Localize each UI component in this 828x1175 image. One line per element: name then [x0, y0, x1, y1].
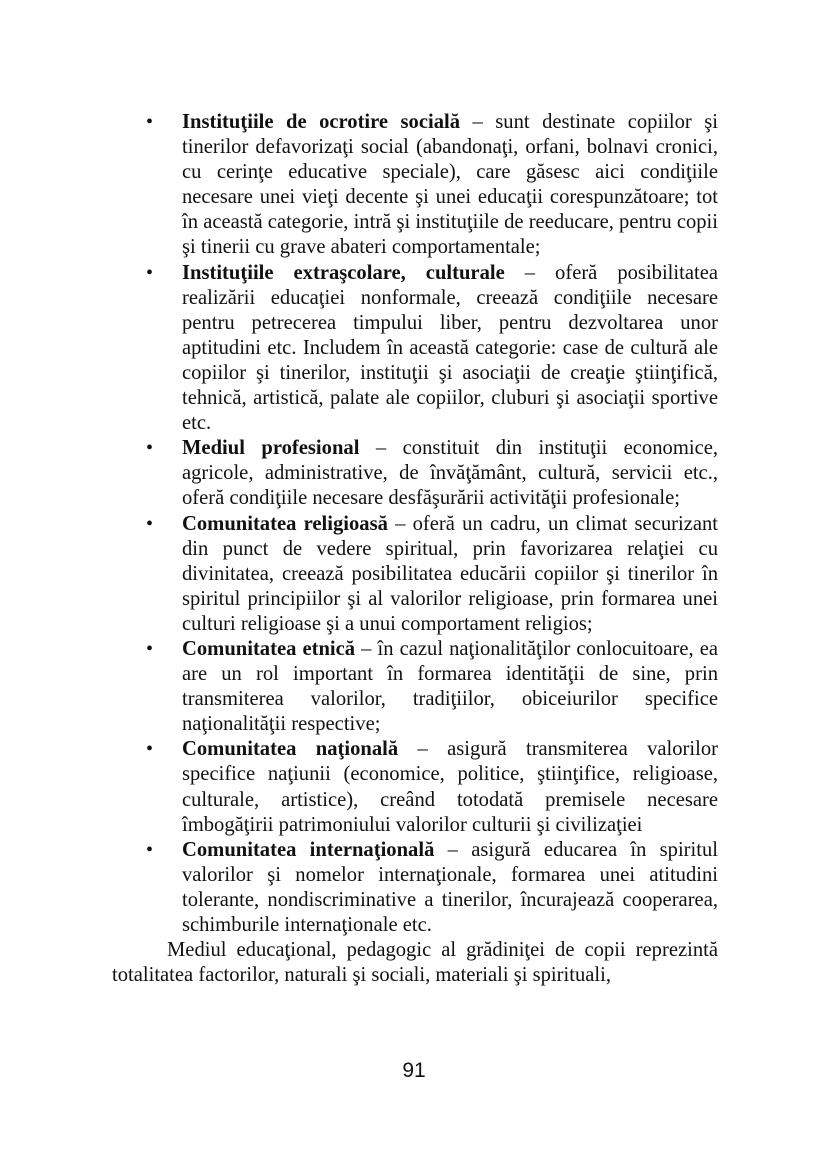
item-title: Comunitatea naţională — [182, 738, 399, 761]
list-item — [112, 261, 718, 437]
item-title: Instituţiile de ocrotire socială — [182, 111, 461, 133]
list-item — [112, 637, 718, 737]
page-number: 91 — [402, 1059, 426, 1082]
bullet-list — [112, 110, 718, 938]
item-text: – oferă posibilitatea realizării educaţiei nonformale, creează condiţiile necesare pentru petrecerea timpului liber, pentru dezvoltarea unor aptitudini etc. Includem în această categorie: case de cultură ale copiilor şi tinerilor, instituţii şi asociaţii de creaţie ştiinţifică, tehnică, artistică, palate ale copiilor, cluburi şi asociaţii sportive etc. — [182, 261, 718, 435]
item-text: – în cazul naţionalităţilor conlocuitoare, ea are un rol important în formarea identităţii de sine, prin transmiterea valorilor, tradiţiilor, obiceiurilor specifice naţionalităţii respective; — [182, 637, 718, 736]
item-text: – oferă un cadru, un climat securizant din punct de vedere spiritual, prin favorizarea relaţiei cu divinitatea, creează posibilitatea educării copiilor şi tinerilor în spiritul principiilor şi al valorilor religioase, prin formarea unei culturi religioase şi a unui comportament religios; — [182, 512, 719, 635]
bullet-icon: • — [146, 838, 154, 861]
closing-paragraph: Mediul educaţional, pedagogic al grădiniţei de copii reprezintă totalitatea factorilor, naturali şi sociali, materiali şi spirituali, — [112, 939, 718, 987]
list-item — [112, 512, 718, 637]
item-title: Mediul profesional — [182, 437, 360, 460]
list-item — [112, 110, 718, 261]
bullet-icon: • — [146, 111, 154, 133]
item-title: Comunitatea internaţională — [182, 838, 435, 861]
item-text: – asigură transmiterea valorilor specifice naţiunii (economice, politice, ştiinţifice, religioase, culturale, artistice), creând totodată premisele necesare îmbogăţirii patrimoniului valorilor culturii şi civilizaţiei — [182, 738, 718, 836]
item-title: Instituţiile extraşcolare, culturale — [182, 261, 505, 284]
bullet-icon: • — [146, 738, 154, 761]
bullet-icon: • — [146, 512, 154, 535]
item-title: Comunitatea religioasă — [182, 512, 388, 535]
item-text: – constituit din instituţii economice, agricole, administrative, de învăţământ, cultură, servicii etc., oferă condiţiile necesare desfăşurării activităţii profesionale; — [182, 437, 718, 510]
page-body — [112, 110, 718, 988]
bullet-icon: • — [146, 261, 154, 284]
item-text: – asigură educarea în spiritul valorilor şi nomelor internaţionale, formarea unei atitudini tolerante, nondiscriminative a tinerilor, încurajează cooperarea, schimburile internaţionale etc. — [182, 838, 718, 936]
bullet-icon: • — [146, 437, 154, 460]
item-text: – sunt destinate copiilor şi tinerilor defavorizaţi social (abandonaţi, orfani, bolnavi cronici, cu cerinţe educative speciale), care găsesc aici condiţiile necesare unei vieţi decente şi unei educaţii corespunzătoare; tot în această categorie, intră şi instituţiile de reeducare, pentru copii şi tinerii cu grave abateri comportamentale; — [182, 111, 718, 259]
list-item — [112, 436, 718, 511]
bullet-icon: • — [146, 637, 154, 660]
list-item — [112, 838, 718, 938]
item-title: Comunitatea etnică — [182, 637, 356, 660]
list-item — [112, 737, 718, 837]
